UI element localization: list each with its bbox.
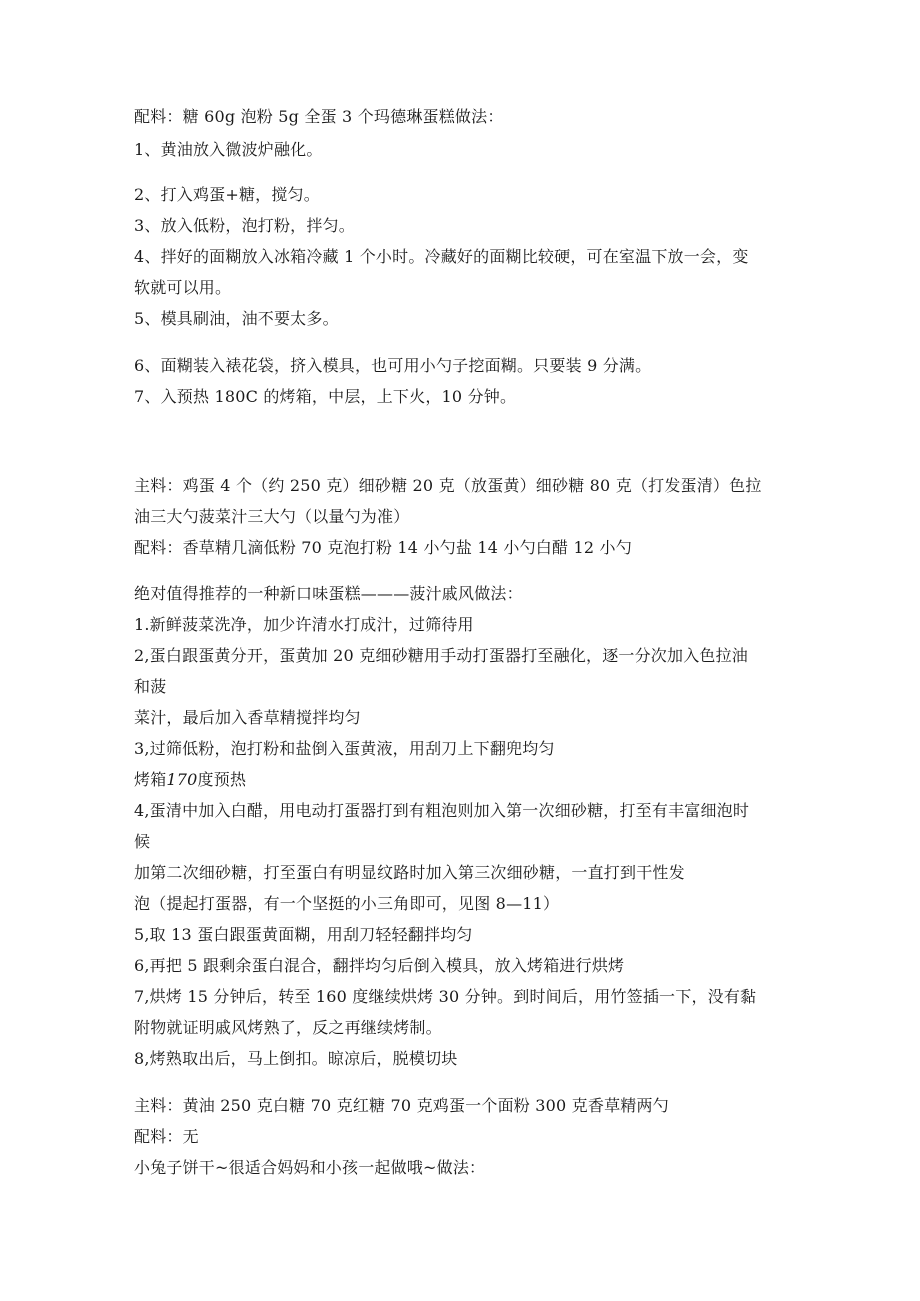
text-line: 1.新鲜菠菜洗净，加少许清水打成汁，过筛待用 [134, 615, 474, 634]
text-line: 主料：鸡蛋 4 个（约 250 克）细砂糖 20 克（放蛋黄）细砂糖 80 克（打发蛋清）色拉 [134, 476, 762, 495]
text-line: 1、黄油放入微波炉融化。 [134, 140, 323, 159]
text-line: 候 [134, 832, 151, 851]
text-line: 6、面糊装入裱花袋，挤入模具，也可用小勺子挖面糊。只要装 9 分满。 [134, 356, 652, 375]
text-line: 菜汁，最后加入香草精搅拌均匀 [134, 708, 361, 727]
text-line: 绝对值得推荐的一种新口味蛋糕———菠汁戚风做法： [134, 584, 523, 603]
text-line: 软就可以用。 [134, 278, 232, 297]
text-line: 和菠 [134, 677, 167, 696]
text-line: 3,过筛低粉，泡打粉和盐倒入蛋黄液，用刮刀上下翻兜均匀 [134, 739, 555, 758]
text-line: 2、打入鸡蛋+糖，搅匀。 [134, 185, 320, 204]
text-run: 烤箱 [134, 770, 167, 789]
text-line: 5,取 13 蛋白跟蛋黄面糊，用刮刀轻轻翻拌均匀 [134, 925, 473, 944]
text-line: 主料：黄油 250 克白糖 70 克红糖 70 克鸡蛋一个面粉 300 克香草精两勺 [134, 1096, 669, 1115]
text-line: 小兔子饼干~很适合妈妈和小孩一起做哦~做法： [134, 1158, 486, 1177]
text-line: 6,再把 5 跟剩余蛋白混合，翻拌均匀后倒入模具，放入烤箱进行烘烤 [134, 956, 625, 975]
text-line: 泡（提起打蛋器，有一个坚挺的小三角即可，见图 8—11） [134, 894, 560, 913]
text-line: 5、模具刷油，油不要太多。 [134, 309, 339, 328]
text-line: 加第二次细砂糖，打至蛋白有明显纹路时加入第三次细砂糖，一直打到干性发 [134, 863, 685, 882]
text-run: 度预热 [197, 770, 247, 789]
text-line: 2,蛋白跟蛋黄分开，蛋黄加 20 克细砂糖用手动打蛋器打至融化，逐一分次加入色拉油 [134, 646, 748, 665]
text-line: 3、放入低粉，泡打粉，拌匀。 [134, 216, 355, 235]
text-line: 7、入预热 180C 的烤箱，中层，上下火，10 分钟。 [134, 387, 517, 406]
text-line: 配料：糖 60g 泡粉 5g 全蛋 3 个玛德琳蛋糕做法： [134, 107, 504, 126]
text-line: 配料：香草精几滴低粉 70 克泡打粉 14 小勺盐 14 小勺白醋 12 小勺 [134, 538, 632, 557]
temperature-value: 170 [166, 770, 198, 789]
text-line: 附物就证明戚风烤熟了，反之再继续烤制。 [134, 1018, 442, 1037]
text-line: 4,蛋清中加入白醋，用电动打蛋器打到有粗泡则加入第一次细砂糖，打至有丰富细泡时 [134, 801, 750, 820]
text-line: 7,烘烤 15 分钟后，转至 160 度继续烘烤 30 分钟。到时间后，用竹签插一下，没有黏 [134, 987, 757, 1006]
text-line: 4、拌好的面糊放入冰箱冷藏 1 个小时。冷藏好的面糊比较硬，可在室温下放一会，变 [134, 247, 749, 266]
text-line: 配料：无 [134, 1127, 199, 1146]
text-line: 8,烤熟取出后，马上倒扣。晾凉后，脱模切块 [134, 1049, 458, 1068]
text-line [134, 770, 246, 790]
text-line: 油三大勺菠菜汁三大勺（以量勺为准） [134, 507, 410, 526]
